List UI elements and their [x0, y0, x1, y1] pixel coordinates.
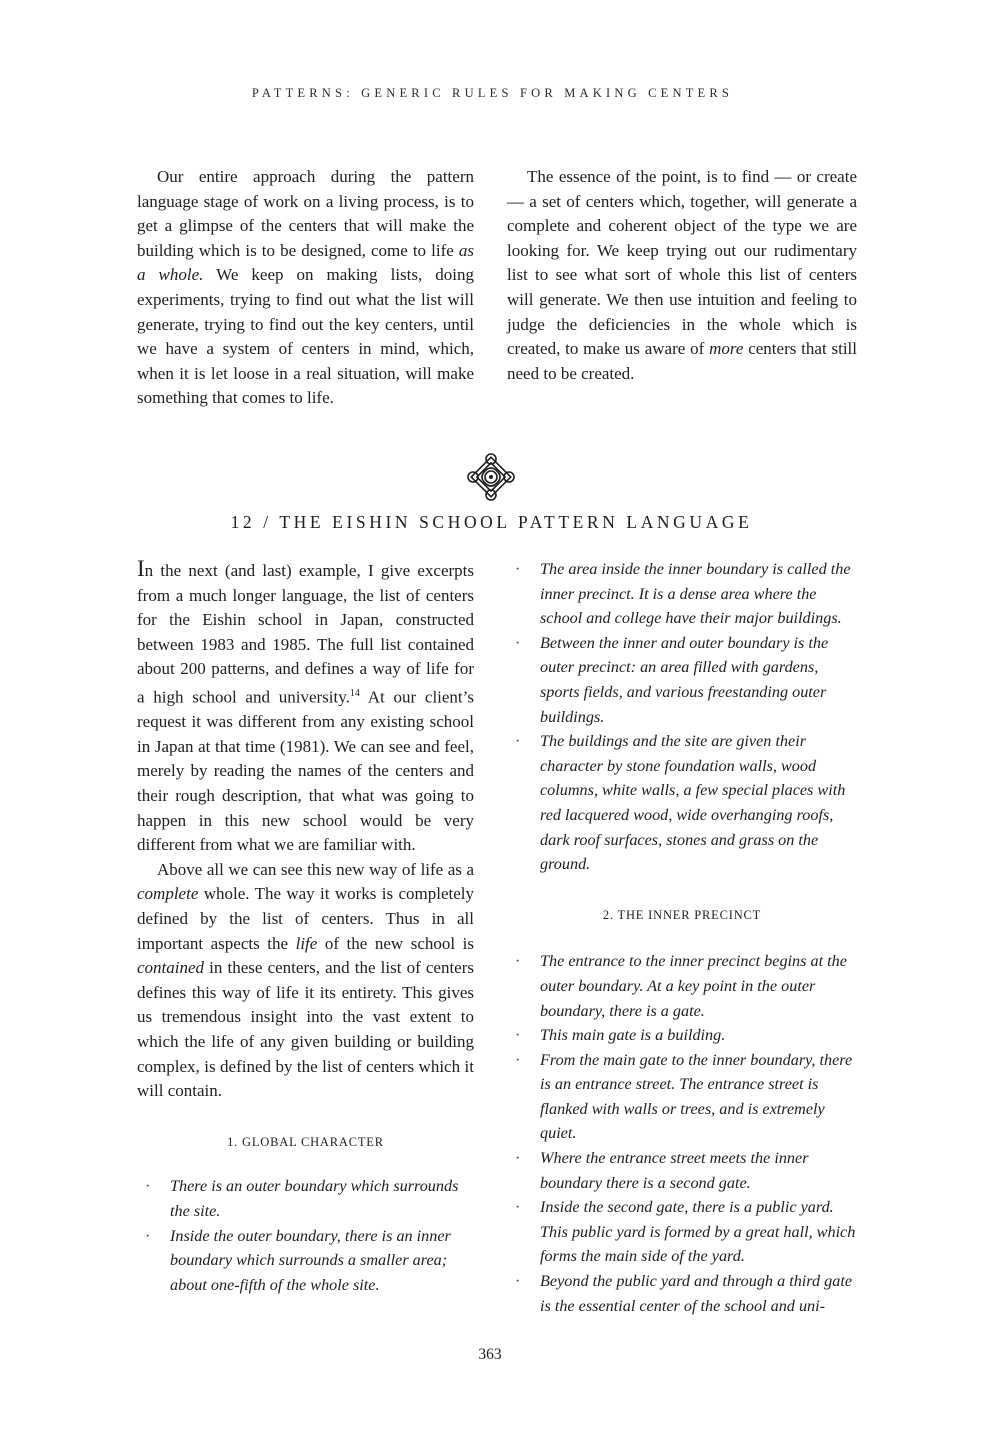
emphasis: more [709, 339, 744, 359]
list-item: · Between the inner and outer boundary is the outer precinct: an area filled with gardens, sports fields, and various freestanding outer buildings. [507, 631, 857, 729]
text-run: The essence of the point, is to find — or create — a set of centers which, together, will generate a complete and coherent object of the type we are looking for. We keep trying out our rudimentary list to see what sort of whole this list of centers will generate. We then use intuition and feeling to judge the deficiencies in the whole which is created, to make us aware of [507, 167, 857, 359]
bullet-list [507, 557, 857, 877]
list-item: · The buildings and the site are given their character by stone foundation walls, wood columns, white walls, a few special places with red lacquered wood, wide overhanging roofs, dark roof surfaces, stones and grass on the ground. [507, 729, 857, 877]
body-paragraph [137, 557, 474, 858]
top-right-paragraph [507, 165, 857, 386]
subhead-global-character: 1. GLOBAL CHARACTER [227, 1134, 384, 1149]
text-run: in these centers, and the list of centers defines this way of life it its entirety. This gives us tremendous insight into the vast extent to which the life of any given building or building complex, is defined by the list of centers which it will contain. [137, 958, 474, 1101]
list-item: · Inside the second gate, there is a public yard. This public yard is formed by a great hall, which forms the main side of the yard. [507, 1195, 857, 1269]
text-run: At our client’s request it was different from any existing school in Japan at that time (1981). We can see and feel, merely by reading the names of the centers and their rough description, that what was going to happen in this new school would be very different from what we are familiar with. [137, 687, 474, 855]
list-item: · There is an outer boundary which surrounds the site. [137, 1174, 474, 1223]
bottom-right-column [507, 557, 857, 1318]
top-left-column [137, 165, 474, 411]
text-run: whole. The way it works is completely defined by the list of centers. Thus in all important aspects the [137, 884, 474, 953]
list-item: · Inside the outer boundary, there is an inner boundary which surrounds a smaller area; about one-fifth of the whole site. [137, 1224, 474, 1298]
list-item: · From the main gate to the inner boundary, there is an entrance street. The entrance street is flanked with walls or trees, and is extremely quiet. [507, 1048, 857, 1146]
top-right-column [507, 165, 857, 386]
text-run: of the new school is [317, 933, 474, 953]
page-number: 363 [478, 1346, 502, 1363]
top-left-paragraph [137, 165, 474, 411]
emphasis: life [295, 933, 318, 953]
running-head: PATTERNS: GENERIC RULES FOR MAKING CENTERS [251, 86, 734, 100]
emphasis: complete [137, 884, 199, 904]
body-paragraph [137, 858, 474, 1104]
text-run: n the next (and last) example, I give excerpts from a much longer language, the list of centers for the Eishin school in Japan, constructed between 1983 and 1985. The full list contained about 200 patterns, and defines a way of life for a high school and university. [137, 561, 474, 707]
bottom-left-column [137, 557, 474, 1297]
bullet-list [507, 949, 857, 1318]
subhead-inner-precinct: 2. THE INNER PRECINCT [602, 907, 762, 922]
emphasis: as a whole. [137, 240, 474, 285]
text-run: We keep on making lists, doing experiments, trying to find out what the list will generate, trying to find out the key centers, until we have a system of centers in mind, which, when it is let loose in a real situation, will make something that comes to life. [137, 265, 474, 408]
bullet-list [137, 1174, 474, 1297]
list-item: · The entrance to the inner precinct begins at the outer boundary. At a key point in the outer boundary, there is a gate. [507, 949, 857, 1023]
text-run: centers that still need to be created. [507, 339, 857, 383]
drop-cap: I [137, 556, 145, 581]
text-run: Above all we can see this new way of life as a [157, 859, 474, 879]
list-item: · This main gate is a building. [507, 1023, 857, 1048]
list-item: · The area inside the inner boundary is called the inner precinct. It is a dense area where the school and college have their major buildings. [507, 557, 857, 631]
knot-ornament-icon [465, 451, 517, 503]
section-title: 12 / THE EISHIN SCHOOL PATTERN LANGUAGE [230, 512, 753, 532]
list-item: · Beyond the public yard and through a third gate is the essential center of the school and uni- [507, 1269, 857, 1318]
emphasis: contained [137, 958, 205, 978]
list-item: · Where the entrance street meets the inner boundary there is a second gate. [507, 1146, 857, 1195]
footnote-marker: 14 [349, 687, 360, 699]
text-run: Our entire approach during the pattern language stage of work on a living process, is to get a glimpse of the centers that will make the building which is to be designed, come to life [137, 167, 474, 260]
